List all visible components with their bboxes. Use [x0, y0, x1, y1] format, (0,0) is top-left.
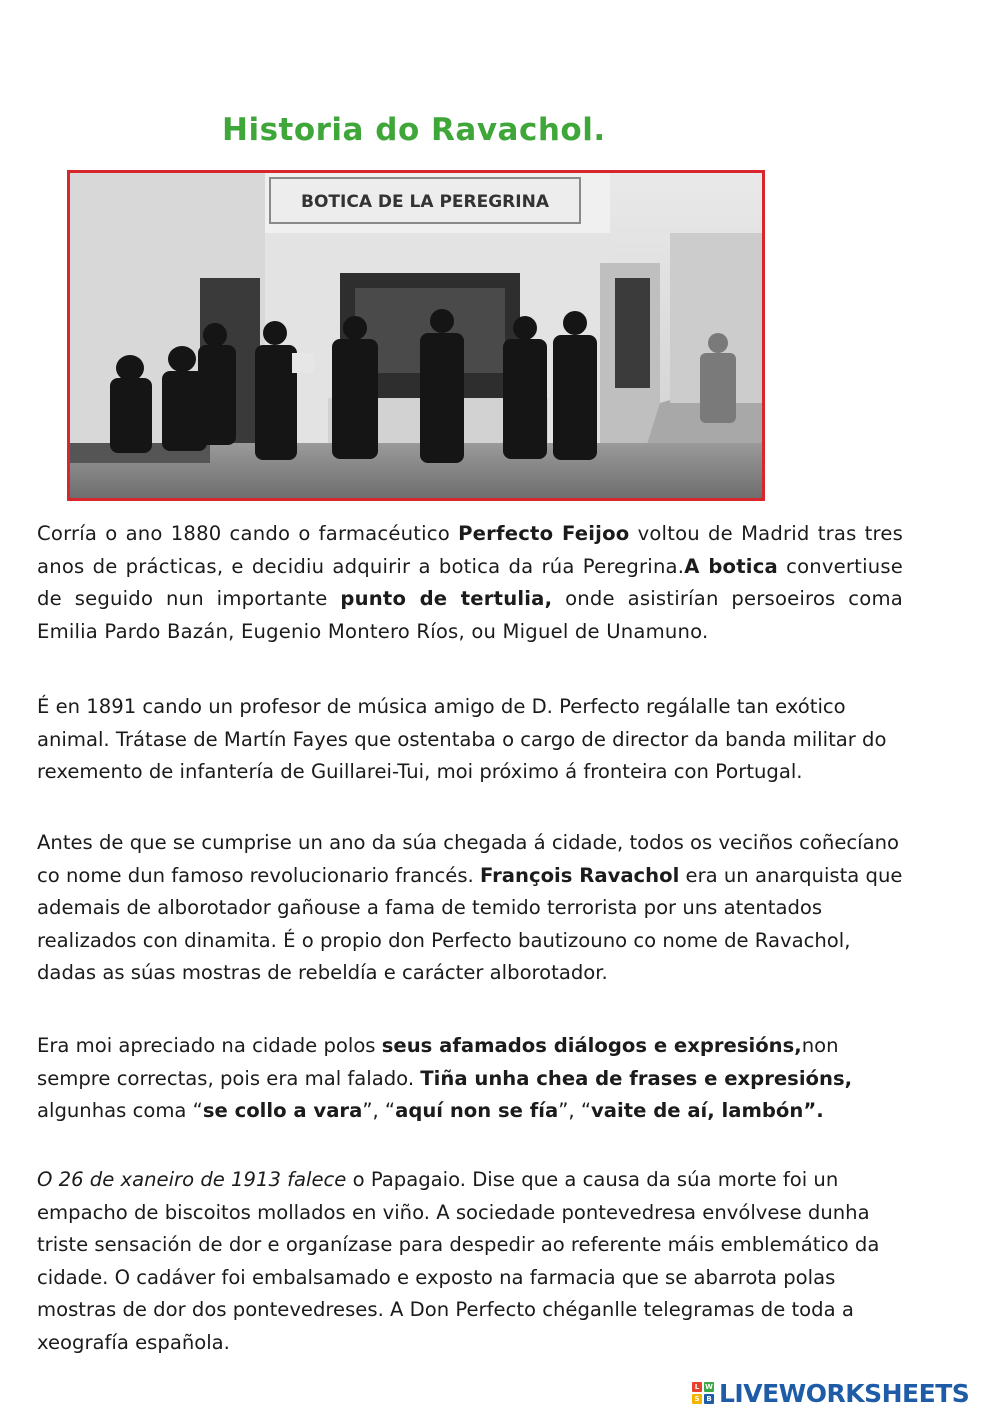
text-span: era un anarquista que ademais de alborotador gañouse a fama de temido terrorista por uns atentados realizados con dinamita. É o propio don Perfecto bautizouno co nome de Ravachol, dadas as súas mostras de rebeldía e carácter alborotador.: [37, 863, 903, 985]
paragraph-3: [37, 827, 903, 990]
text-span: voltou de Madrid tras tres anos de prácticas, e decidiu adquirir a botica da rúa Peregrina.: [37, 522, 903, 578]
text-span: Antes de que se cumprise un ano da súa chegada á cidade, todos os veciños coñecíano co nome dun famoso revolucionario francés.: [37, 831, 900, 887]
logo-text: LIVEWORKSHEETS: [719, 1378, 970, 1408]
page-title: Historia do Ravachol.: [222, 112, 606, 148]
bold-text: punto de tertulia,: [340, 587, 553, 611]
photo-sign-text: BOTICA DE LA PEREGRINA: [301, 192, 549, 212]
bold-text: Perfecto Feijoo: [458, 522, 630, 545]
logo-icon: [692, 1382, 714, 1404]
pharmacy-photo-illustration: [70, 173, 762, 498]
paragraph-4: [37, 1030, 903, 1128]
bold-text: seus afamados diálogos e expresións,: [381, 1034, 802, 1057]
historic-photo: [67, 170, 765, 501]
italic-text: O 26 de xaneiro de 1913 falece: [37, 1168, 347, 1191]
paragraph-2: É en 1891 cando un profesor de música amigo de D. Perfecto regálalle tan exótico animal. Trátase de Martín Fayes que ostentaba o cargo de director da banda militar do rexemento de infantería de Guillarei-Tui, moi próximo á fronteira con Portugal.: [37, 695, 887, 784]
bold-text: Tiña unha chea de frases e expresións,: [420, 1066, 853, 1090]
text-span: non sempre correctas, pois era mal falado.: [37, 1034, 839, 1090]
paragraph-5: [37, 1164, 903, 1360]
logo-letter: S: [692, 1394, 702, 1404]
text-span: Era moi apreciado na cidade polos: [37, 1034, 382, 1057]
bold-text: se collo a vara: [202, 1099, 363, 1123]
text-span: o Papagaio. Dise que a causa da súa morte foi un empacho de biscoitos mollados en viño. A sociedade pontevedresa envólvese dunha triste sensación de dor e organízase para despedir ao referente máis emblemático da cidade. O cadáver foi embalsamado e exposto na farmacia que se abarrota polas mostras de dor dos pontevedreses. A Don Perfecto chéganlle telegramas de toda a xeografía española.: [37, 1168, 880, 1354]
text-span: ”, “: [362, 1099, 396, 1123]
bold-text: vaite de aí, lambón”.: [591, 1099, 824, 1123]
text-span: convertiuse de seguido nun importante: [37, 554, 903, 611]
bold-text: aquí non se fía: [395, 1099, 559, 1123]
logo-letter: L: [692, 1382, 702, 1392]
text-span: ”, “: [558, 1099, 592, 1123]
bold-text: François Ravachol: [480, 863, 680, 887]
logo-letter: B: [704, 1394, 714, 1404]
liveworksheets-logo[interactable]: [692, 1376, 969, 1410]
text-span: onde asistirían persoeiros coma Emilia Pardo Bazán, Eugenio Montero Ríos, ou Miguel de Unamuno.: [37, 587, 903, 643]
logo-letter: W: [705, 1383, 713, 1391]
bold-text: A botica: [684, 554, 778, 578]
paragraph-1: [37, 518, 903, 648]
text-span: algunhas coma “: [37, 1099, 203, 1123]
text-span: Corría o ano 1880 cando o farmacéutico: [37, 522, 459, 545]
